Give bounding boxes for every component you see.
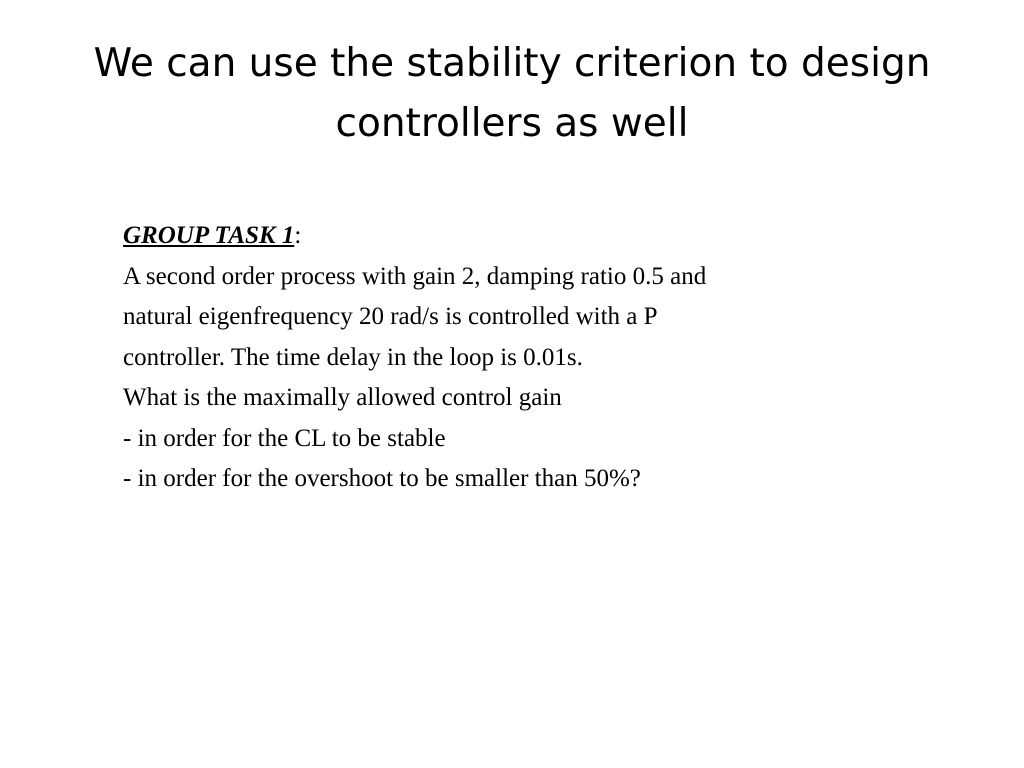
slide-title: We can use the stability criterion to design controllers as well bbox=[93, 41, 931, 146]
task-heading: GROUP TASK 1 bbox=[123, 222, 295, 249]
task-heading-colon: : bbox=[294, 222, 302, 249]
group-task-block bbox=[123, 216, 983, 500]
task-line-1: A second order process with gain 2, damping ratio 0.5 and bbox=[123, 262, 707, 290]
task-line-3: controller. The time delay in the loop is 0.01s. bbox=[123, 343, 583, 371]
task-bullet-overshoot: - in order for the overshoot to be smaller than 50%? bbox=[123, 465, 641, 492]
task-heading-line bbox=[123, 216, 983, 257]
task-line-2: natural eigenfrequency 20 rad/s is controlled with a P bbox=[123, 303, 658, 330]
task-question: What is the maximally allowed control gain bbox=[123, 384, 562, 411]
task-bullet-stability: - in order for the CL to be stable bbox=[123, 424, 446, 452]
